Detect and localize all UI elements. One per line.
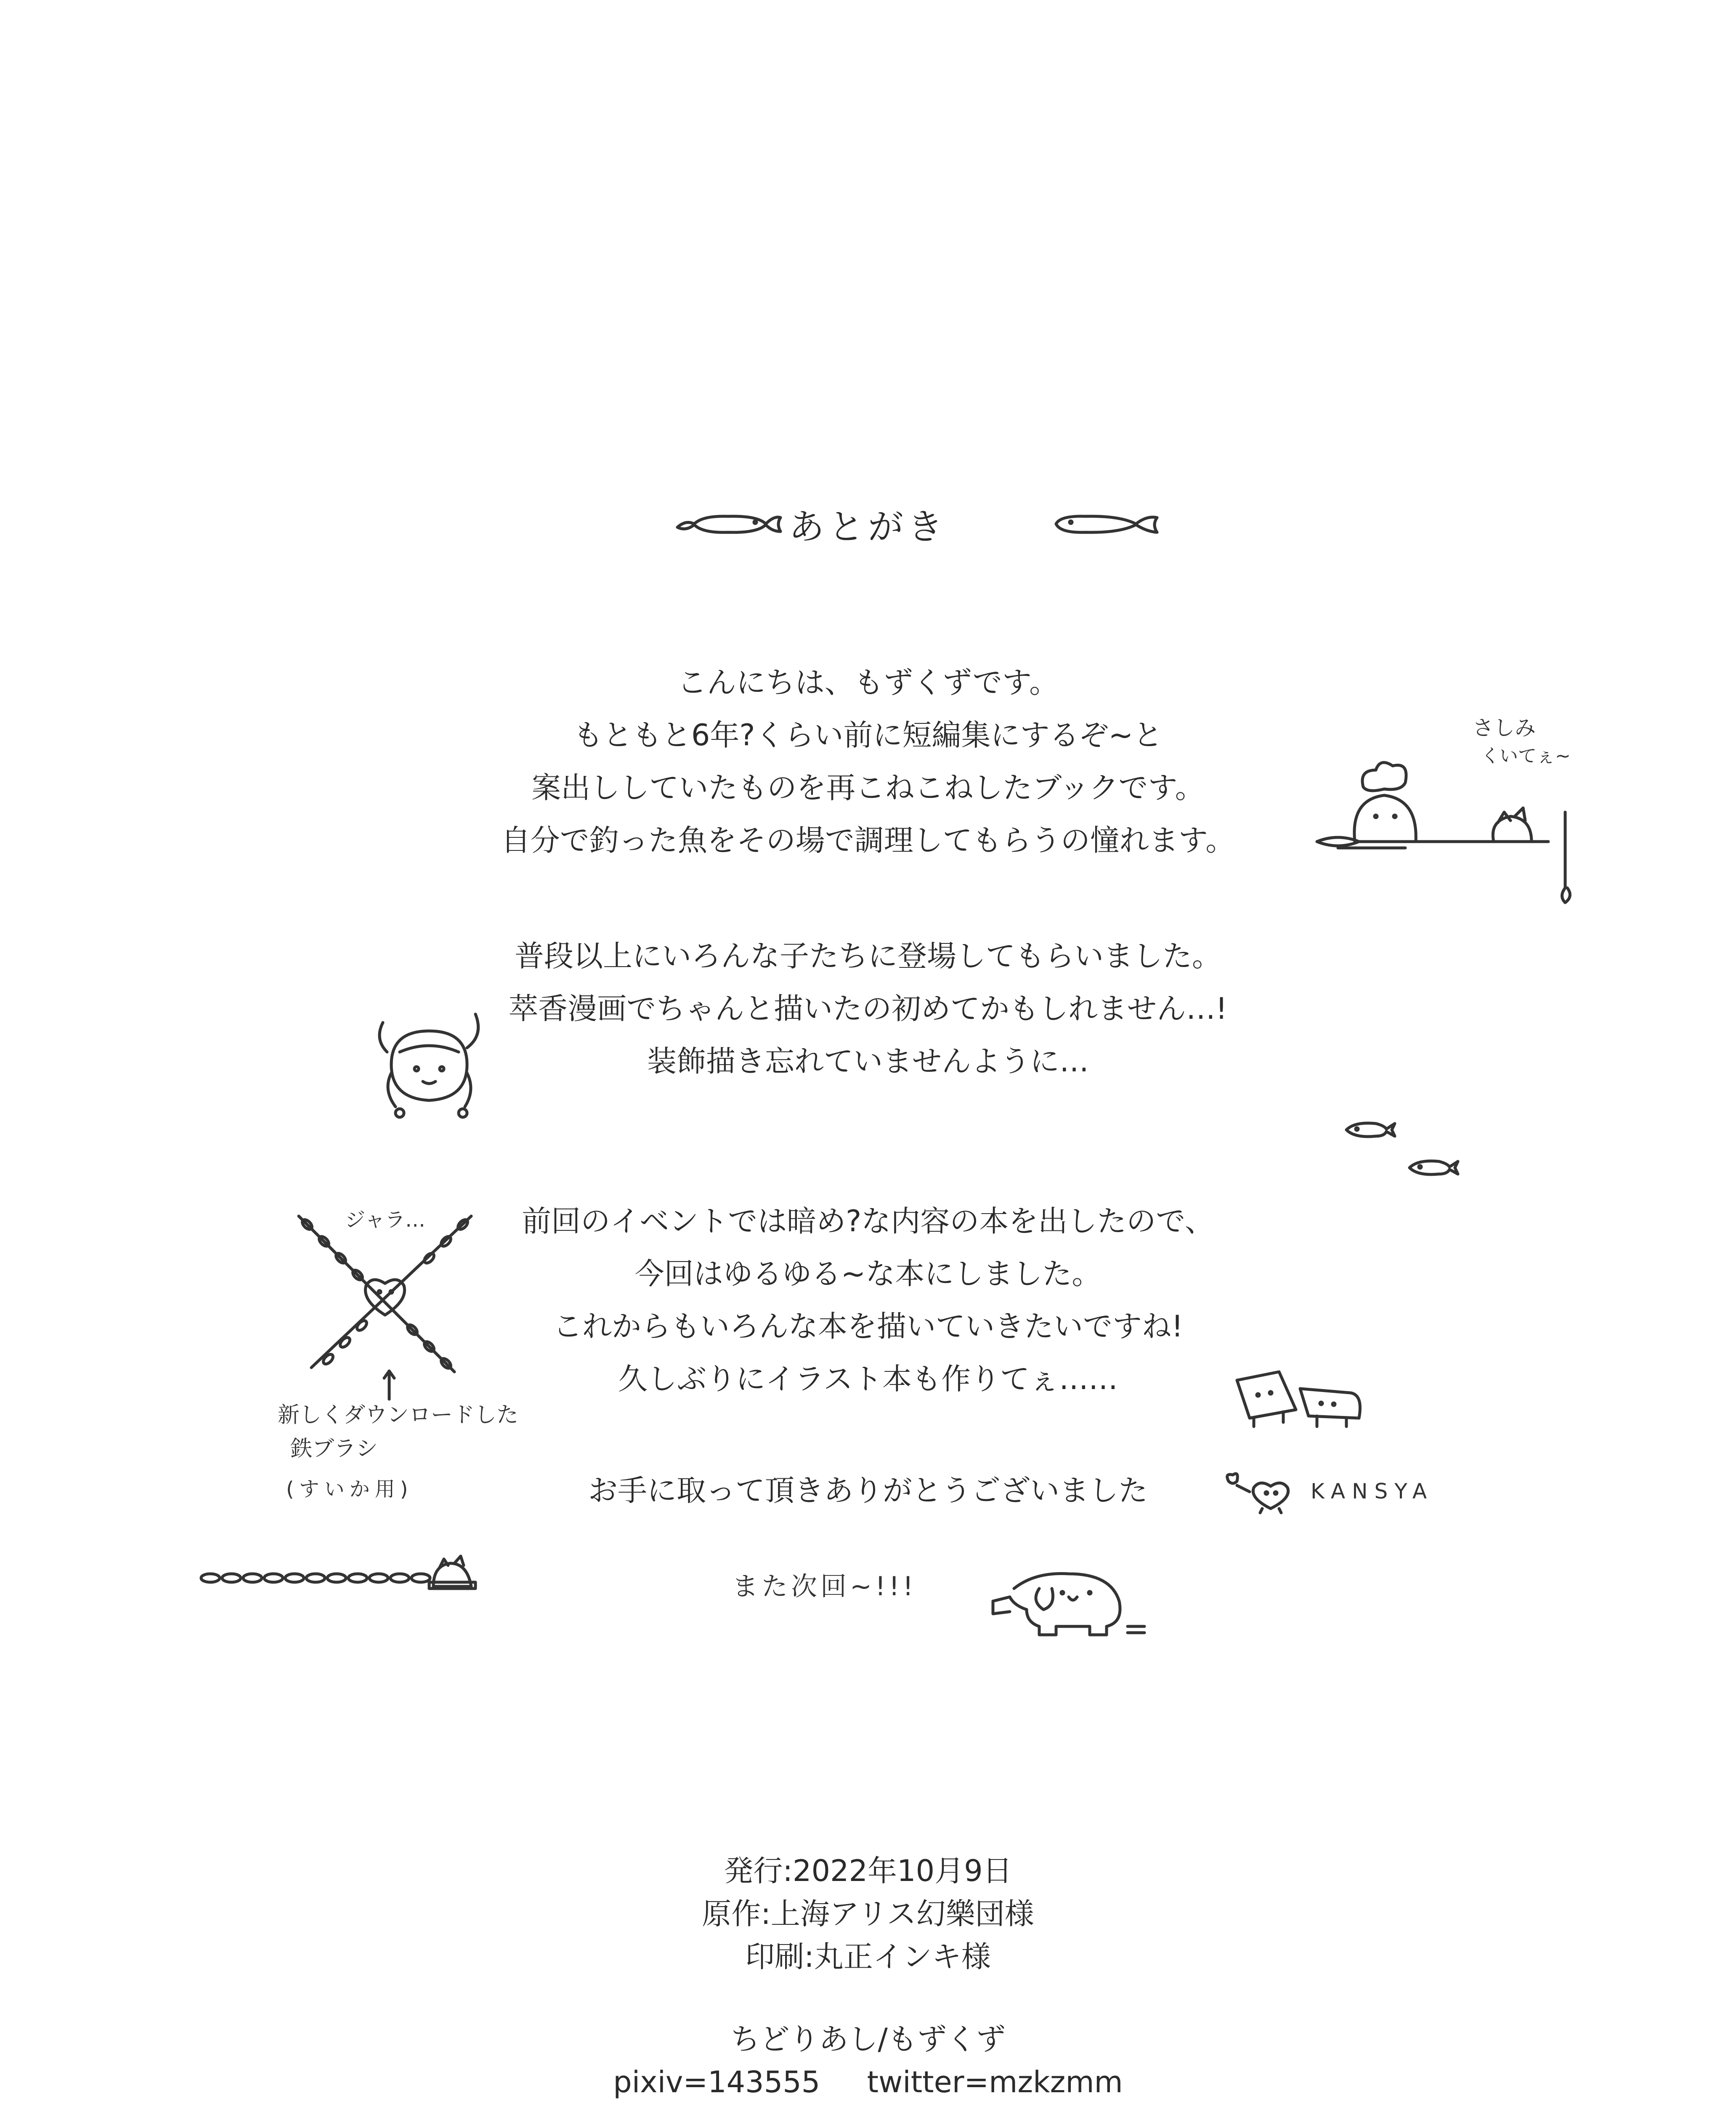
sns-row bbox=[0, 2061, 1736, 2104]
fish-right-icon bbox=[1052, 507, 1161, 541]
paragraph-1-line-4: 自分で釣った魚をその場で調理してもらうの憧れます。 bbox=[501, 823, 1235, 858]
paragraph-2-line-1: 普段以上にいろんな子たちに登場してもらいました。 bbox=[515, 939, 1221, 973]
paragraph-3-line-4: 久しぶりにイラスト本も作りてぇ…… bbox=[618, 1362, 1118, 1396]
paragraph-2-line-3: 装飾描き忘れていませんように… bbox=[647, 1044, 1089, 1079]
paragraph-3-line-2: 今回はゆるゆる~な本にしました。 bbox=[634, 1257, 1102, 1291]
sns-gap bbox=[820, 2065, 867, 2099]
chain-with-slipper-icon bbox=[198, 1549, 501, 1599]
printing-company: 印刷:丸正インキ様 bbox=[745, 1939, 991, 1974]
suika-head-doodle-icon bbox=[366, 1006, 492, 1119]
kansya-heart-icon bbox=[1220, 1469, 1304, 1515]
crossed-chains-heart-icon bbox=[286, 1203, 488, 1380]
small-fish-2-icon bbox=[1405, 1155, 1460, 1180]
sashimi-caption-line-1: さしみ bbox=[1473, 716, 1536, 740]
paragraph-3-line-3: これからもいろんな本を描いていきたいですね! bbox=[552, 1309, 1184, 1344]
afterword-paragraph-2 bbox=[0, 930, 1736, 1088]
paragraph-3-line-1: 前回のイベントでは暗め?な内容の本を出したので、 bbox=[522, 1204, 1214, 1238]
thanks-text: お手に取って頂きありがとうございました bbox=[588, 1473, 1148, 1508]
pixiv-id: pixiv=143555 bbox=[613, 2065, 820, 2099]
chain-caption: ジャラ… bbox=[345, 1208, 426, 1232]
chef-fishing-doodle-icon bbox=[1313, 753, 1616, 909]
colophon bbox=[0, 1849, 1736, 1978]
circle-author: ちどりあし/もずくず bbox=[730, 2022, 1006, 2056]
brush-caption-line-3: (すいか用) bbox=[286, 1477, 413, 1501]
paragraph-1-line-1: こんにちは、もずくずです。 bbox=[677, 665, 1059, 700]
arrow-up-icon bbox=[381, 1368, 398, 1401]
books-doodle-icon bbox=[1229, 1363, 1372, 1431]
paragraph-1-line-2: もともと6年?くらい前に短編集にするぞ~と bbox=[573, 718, 1163, 752]
afterword-paragraph-3 bbox=[0, 1195, 1736, 1405]
original-work: 原作:上海アリス幻樂団様 bbox=[702, 1897, 1034, 1931]
thanks-line bbox=[0, 1464, 1736, 1517]
brush-caption-line-2: 鉄ブラシ bbox=[290, 1436, 378, 1461]
paragraph-2-line-2: 萃香漫画でちゃんと描いたの初めてかもしれません…! bbox=[508, 991, 1228, 1026]
twitter-id: twitter=mzkzmm bbox=[867, 2065, 1123, 2099]
paragraph-1-line-3: 案出ししていたものを再こねこねしたブックです。 bbox=[531, 770, 1205, 805]
sashimi-caption-line-2: くいてぇ~ bbox=[1481, 745, 1571, 767]
published-date: 発行:2022年10月9日 bbox=[724, 1854, 1012, 1888]
kansya-text: KANSYA bbox=[1311, 1479, 1434, 1504]
page-title: あとがき bbox=[788, 506, 947, 547]
small-fish-1-icon bbox=[1342, 1117, 1397, 1142]
author-contacts bbox=[0, 2018, 1736, 2104]
elephant-doodle-icon bbox=[985, 1563, 1153, 1647]
see-you-text: また次回~!!! bbox=[732, 1571, 917, 1602]
brush-caption-line-1: 新しくダウンロードした bbox=[278, 1403, 519, 1428]
